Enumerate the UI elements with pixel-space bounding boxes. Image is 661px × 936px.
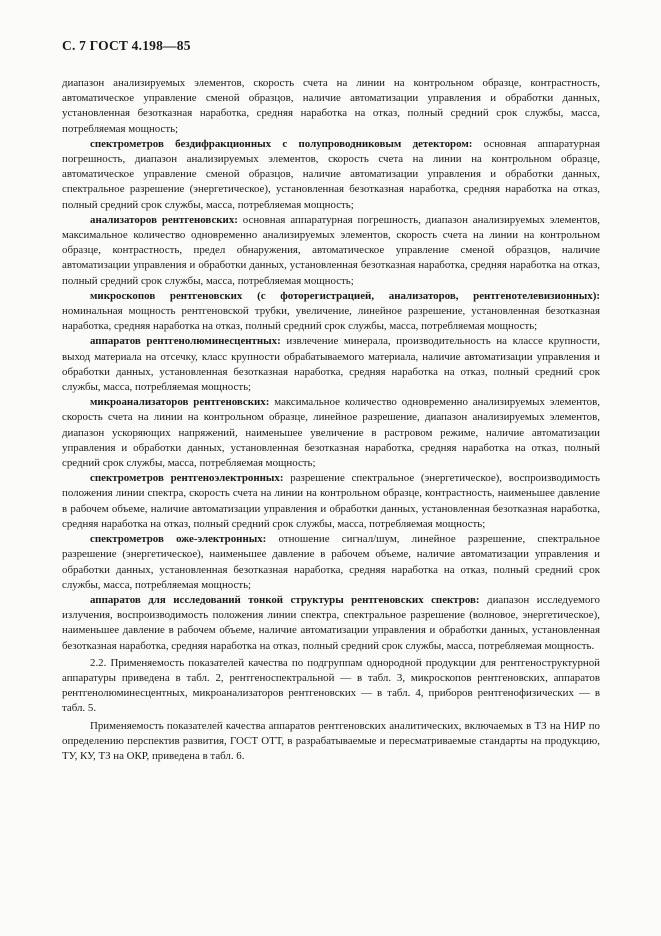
paragraph [62, 289, 600, 335]
paragraph-term: микроанализаторов рентгеновских: [90, 396, 270, 409]
paragraph-term: спектрометров бездифракционных с полупроводниковым детектором: [90, 137, 473, 150]
paragraph-term: спектрометров рентгеноэлектронных: [90, 472, 284, 485]
paragraph-text: номинальная мощность рентгеновской трубки, увеличение, линейное разрешение, установленная безотказная наработка, средняя наработка на отказ, полный средний срок службы, масса, потребляемая мощность; [62, 305, 600, 333]
paragraph-text: разрешение спектральное (энергетическое), воспроизводимость положения линии спектра, скорость счета на линии на контрольном образце, контрастность, наименьшее давление в рабочем объеме, наличие автоматизации управления и обработки данных, установленная безотказная наработка, средняя наработка на отказ, полный средний срок службы, масса, потребляемая мощность; [62, 472, 600, 530]
paragraph [62, 593, 600, 654]
paragraph-text: максимальное количество одновременно анализируемых элементов, скорость счета на линии на контрольном образце, линейное разрешение, диапазон анализируемых элементов, диапазон ускоряющих напряжений, наименьшее увеличение в растровом режиме, наличие автоматизации управления и обработки данных, установленная безотказная наработка, средняя наработка на отказ, полный средний срок службы, масса, потребляемая мощность; [62, 396, 600, 470]
paragraph-term: спектрометров оже-электронных: [90, 533, 267, 546]
paragraph-text: отношение сигнал/шум, линейное разрешение, спектральное разрешение (энергетическое), наименьшее давление в рабочем объеме, наличие автоматизации управления и обработки данных, установленная безотказная наработка, средняя наработка на отказ, полный средний срок службы, масса, потребляемая мощность; [62, 533, 600, 591]
paragraph [62, 471, 600, 532]
page-header: С. 7 ГОСТ 4.198—85 [62, 38, 191, 53]
paragraph [62, 719, 600, 765]
paragraph-term: анализаторов рентгеновских: [90, 213, 238, 226]
paragraph [62, 76, 600, 137]
paragraph-term: аппаратов для исследований тонкой структуры рентгеновских спектров: [90, 593, 480, 606]
paragraph [62, 137, 600, 213]
paragraph-text: диапазон анализируемых элементов, скорость счета на линии на контрольном образце, контрастность, автоматическое управление сменой образцов, наличие автоматизации управления и обработки данных, установленная безотказная наработка, средняя наработка на отказ, полный средний срок службы, масса, потребляемая мощность; [62, 77, 600, 135]
paragraph [62, 395, 600, 471]
paragraph [62, 532, 600, 593]
paragraph-section-2-2 [62, 656, 600, 717]
paragraph-text: диапазон исследуемого излучения, воспроизводимость положения линии спектра, спектральное разрешение (волновое, энергетическое), наименьшее давление в рабочем объеме, наличие автоматизации управления и обработки данных, установленная безотказная наработка, средняя наработка на отказ, полный средний срок службы, масса, потребляемая мощность. [62, 593, 601, 652]
paragraph-text: основная аппаратурная погрешность, диапазон анализируемых элементов, максимальное количество одновременно анализируемых элементов, скорость счета на линии на контрольном образце, контрастность, предел обнаружения, автоматическое управление сменой образцов, наличие автоматизации управления и обработки данных, установленная безотказная наработка, средняя наработка на отказ, полный средний срок службы, масса, потребляемая мощность; [62, 213, 600, 287]
paragraph-text: 2.2. Применяемость показателей качества по подгруппам однородной продукции для рентгеноструктурной аппаратуры приведена в табл. 2, рентгеноспектральной — в табл. 3, микроскопов рентгеновских, аппаратов рентгенолюминесцентных, микроанализаторов рентгеновских — в табл. 4, приборов рентгенофизических — в табл. 5. [62, 656, 600, 715]
paragraph-term: аппаратов рентгенолюминесцентных: [90, 335, 281, 348]
document-body [62, 76, 600, 764]
paragraph-text: извлечение минерала, производительность на классе крупности, выход материала на отсечку, класс крупности обрабатываемого материала, наличие автоматизации управления и обработки данных, установленная безотказная наработка, средняя наработка на отказ, полный средний срок службы, масса, потребляемая мощность; [62, 335, 600, 394]
paragraph-text: Применяемость показателей качества аппаратов рентгеновских аналитических, включаемых в ТЗ на НИР по определению перспектив развития, ГОСТ ОТТ, в разрабатываемые и пересматриваемые стандарты на продукцию, ТУ, КУ, ТЗ на ОКР, приведена в табл. 6. [62, 719, 600, 762]
paragraph [62, 334, 600, 395]
paragraph [62, 213, 600, 289]
paragraph-term: микроскопов рентгеновских (с фоторегистрацией, анализаторов, рентгенотелевизионных): [90, 289, 600, 302]
paragraph-text: основная аппаратурная погрешность, диапазон анализируемых элементов, скорость счета на линии на контрольном образце, автоматическое управление сменой образцов, наличие автоматизации управления и обработки данных, спектральное разрешение (энергетическое), установленная безотказная наработка, средняя наработка на отказ, полный средний срок службы, масса, потребляемая мощность; [62, 137, 600, 211]
